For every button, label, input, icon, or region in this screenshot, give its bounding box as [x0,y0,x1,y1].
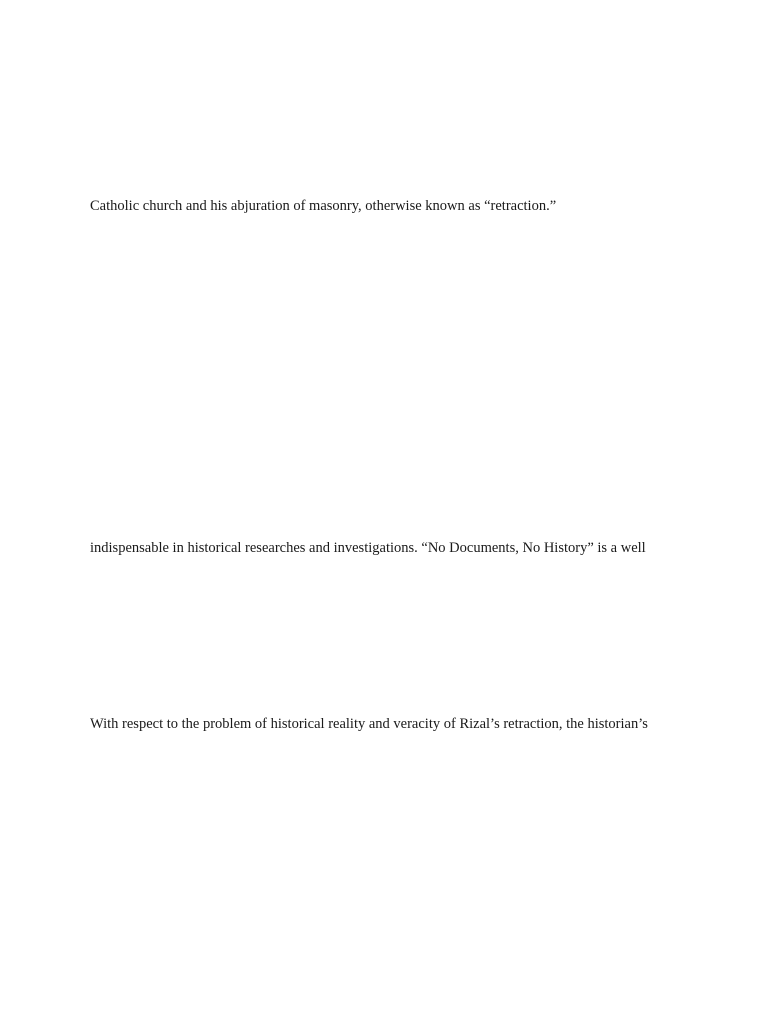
text-line: indispensable in historical researches and investigations. “No Documents, No History” is a well [90,540,646,556]
text-line: Catholic church and his abjuration of masonry, otherwise known as “retraction.” [90,198,557,214]
text-line: With respect to the problem of historical reality and veracity of Rizal’s retraction, the historian’s [90,716,648,732]
